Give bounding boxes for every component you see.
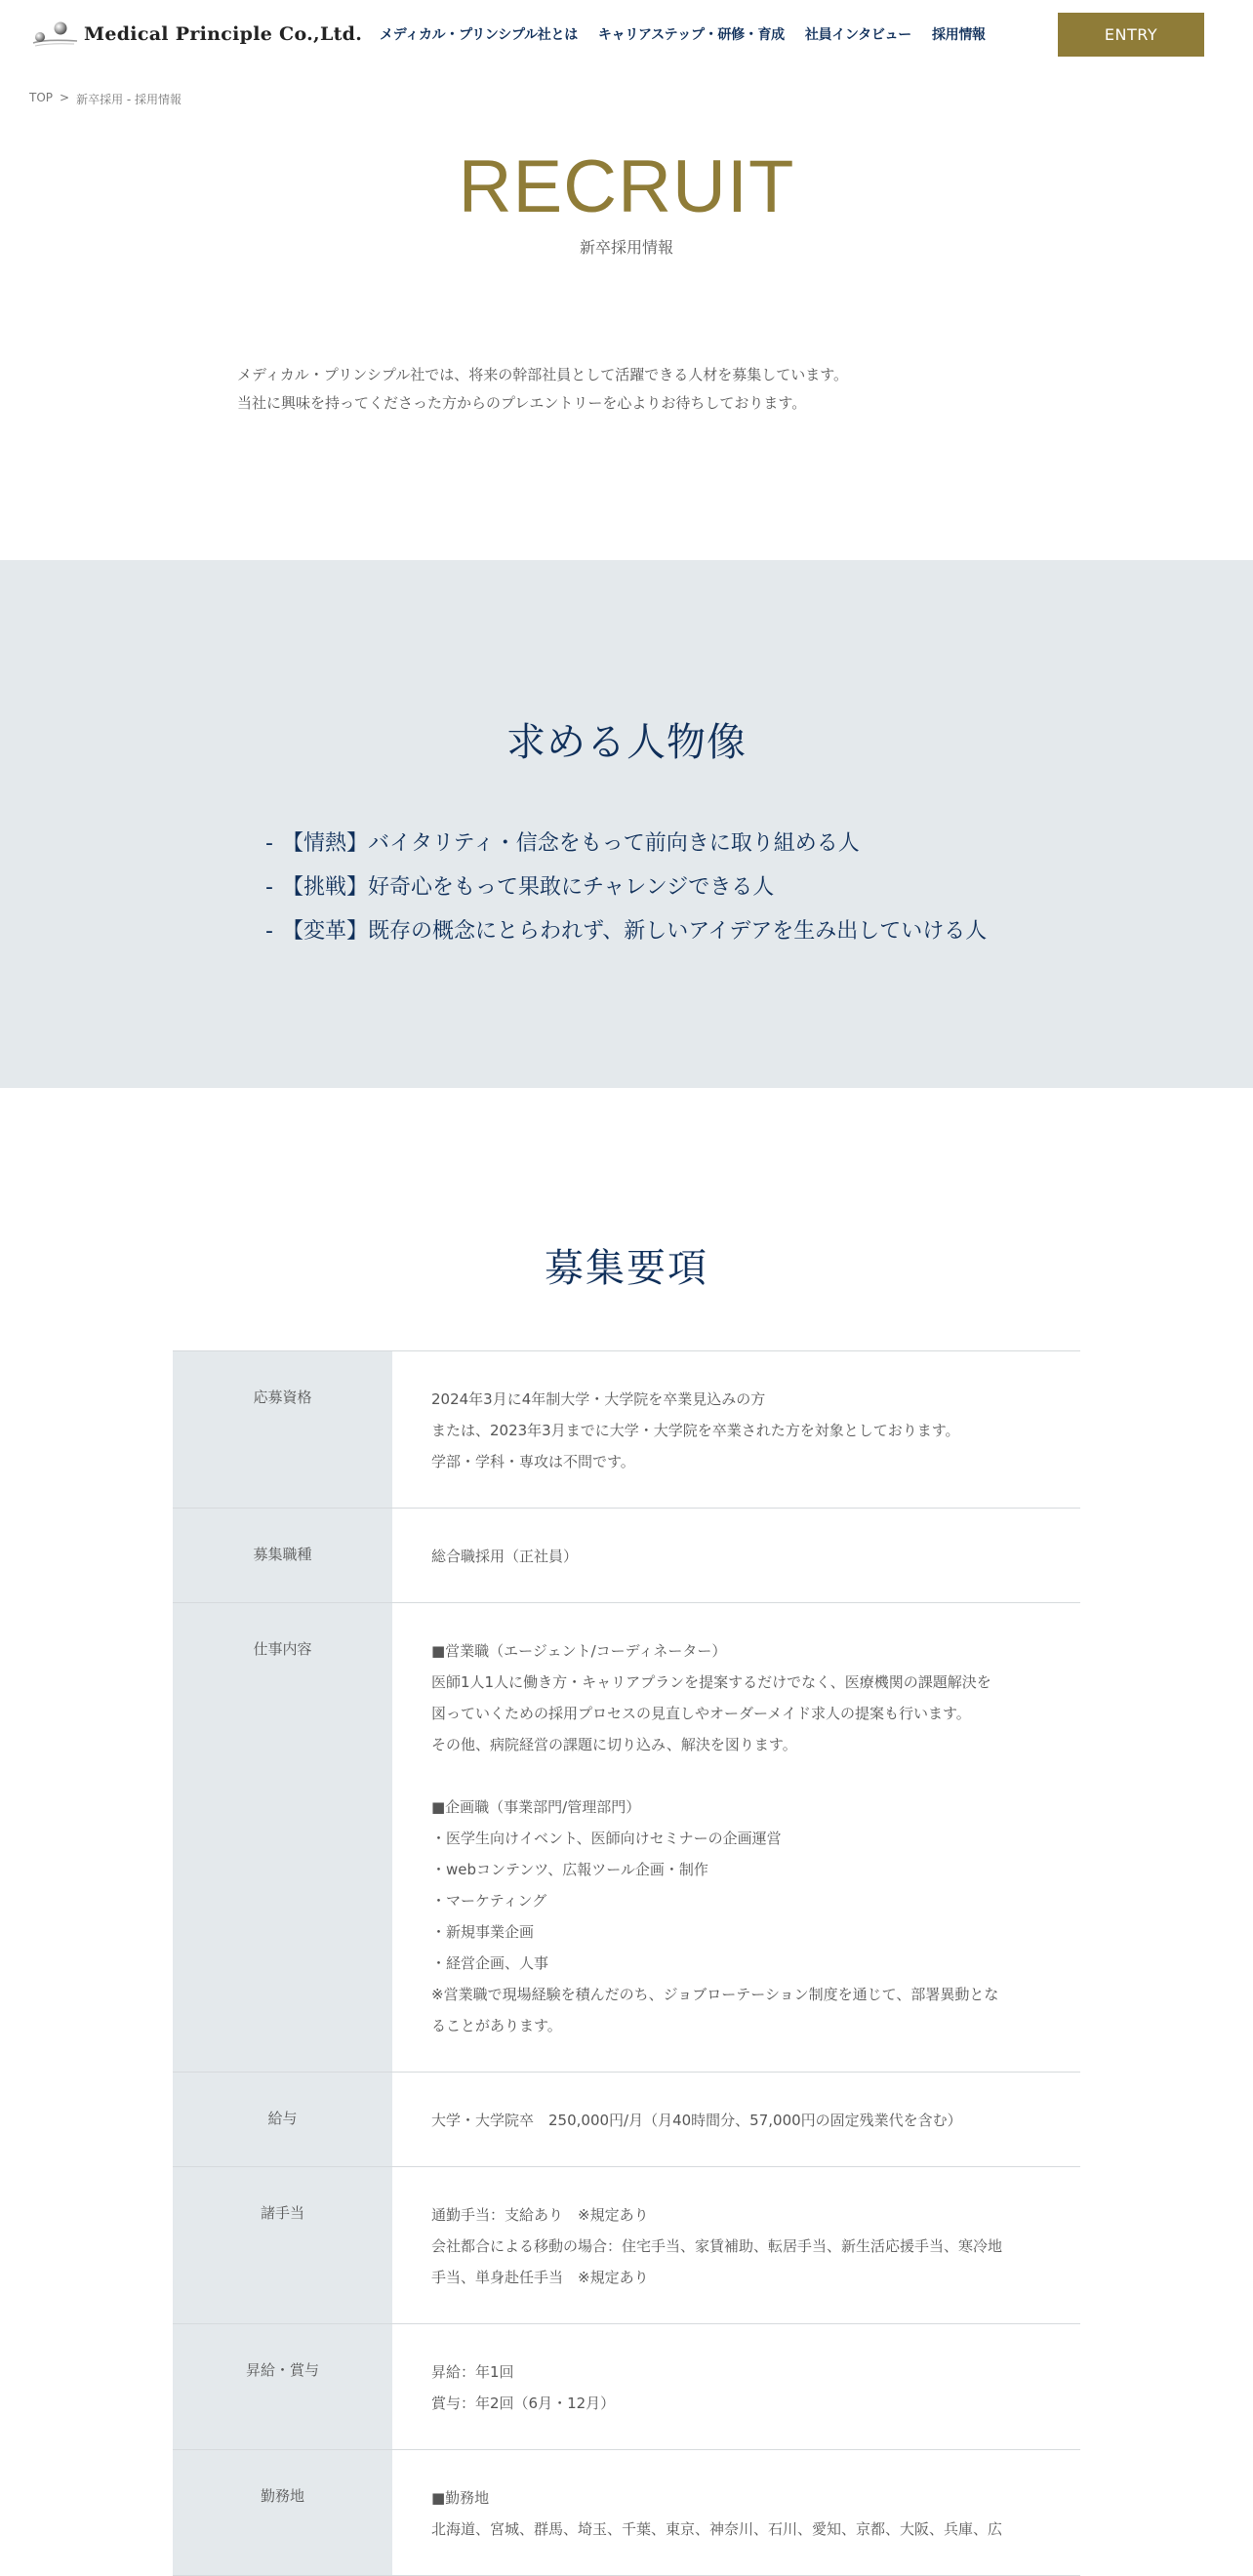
table-cell-line: 昇給：年1回: [431, 2363, 514, 2381]
table-cell-line: 賞与：年2回（6月・12月）: [431, 2395, 616, 2412]
nav-item-career-step[interactable]: キャリアステップ・研修・育成: [597, 27, 785, 43]
entry-button[interactable]: ENTRY: [1058, 13, 1204, 57]
table-cell-line: 会社都合による移動の場合：住宅手当、家賃補助、転居手当、新生活応援手当、寒冷地: [431, 2237, 1003, 2255]
table-row-label: 給与: [173, 2073, 392, 2166]
table-row-content: [392, 2073, 1080, 2166]
table-cell-line: 学部・学科・専攻は不問です。: [431, 1453, 635, 1470]
nav-item-interview[interactable]: 社員インタビュー: [804, 27, 911, 43]
table-cell-line: ・新規事業企画: [431, 1923, 535, 1941]
list-item-text: 【情熱】バイタリティ・信念をもって前向きに取り組める人: [281, 831, 860, 856]
logo-text: Medical Principle Co.,Ltd.: [84, 23, 363, 45]
ideal-candidate-section: [0, 560, 1253, 1088]
table-row-content: [392, 2450, 1080, 2575]
section-title: 求める人物像: [506, 720, 747, 765]
company-logo[interactable]: [31, 18, 362, 51]
table-cell-line: または、2023年3月までに大学・大学院を卒業された方を対象としております。: [431, 1422, 960, 1439]
list-item-text: 【変革】既存の概念にとらわれず、新しいアイデアを生み出していける人: [281, 919, 988, 944]
table-row-label: 募集職種: [173, 1509, 392, 1602]
breadcrumb: [29, 91, 182, 107]
page-subtitle: 新卒採用情報: [579, 238, 673, 257]
site-header: [0, 0, 1253, 68]
table-row-label: 諸手当: [173, 2167, 392, 2323]
table-row-label: 勤務地: [173, 2450, 392, 2575]
table-cell-line: 図っていくための採用プロセスの見直しやオーダーメイド求人の提案も行います。: [431, 1705, 971, 1722]
table-cell-line: ・webコンテンツ、広報ツール企画・制作: [431, 1861, 708, 1878]
intro-line: 当社に興味を持ってくださった方からのプレエントリーを心よりお待ちしております。: [237, 394, 807, 412]
table-cell-line: 2024年3月に4年制大学・大学院を卒業見込みの方: [431, 1390, 766, 1408]
list-item: - 【情熱】バイタリティ・信念をもって前向きに取り組める人: [265, 831, 860, 856]
list-item: - 【変革】既存の概念にとらわれず、新しいアイデアを生み出していける人: [265, 919, 988, 944]
table-cell-line: その他、病院経営の課題に切り込み、解決を図ります。: [431, 1736, 797, 1753]
table-row: [173, 2450, 1080, 2576]
table-cell-line: ・経営企画、人事: [431, 1954, 549, 1972]
table-row-label: 昇給・賞与: [173, 2324, 392, 2449]
table-row-content: [392, 1351, 1080, 1508]
table-cell-line: 北海道、宮城、群馬、埼玉、千葉、東京、神奈川、石川、愛知、京都、大阪、兵庫、広: [431, 2520, 1003, 2538]
table-cell-line: ■営業職（エージェント/コーディネーター）: [431, 1642, 727, 1660]
nav-item-about[interactable]: メディカル・プリンシプル社とは: [380, 27, 578, 43]
breadcrumb-separator: >: [60, 91, 70, 104]
nav-item-recruit-info[interactable]: 採用情報: [931, 27, 986, 43]
table-cell-line: 総合職採用（正社員）: [431, 1548, 579, 1565]
ideal-candidate-list: [265, 822, 987, 953]
intro-text: [237, 361, 848, 418]
list-item: - 【挑戦】好奇心をもって果敢にチャレンジできる人: [265, 875, 775, 900]
table-row: [173, 1351, 1080, 1509]
intro-line: メディカル・プリンシプル社では、将来の幹部社員として活躍できる人材を募集しています。: [237, 366, 849, 383]
table-row-content: [392, 2324, 1080, 2449]
list-item-text: 【挑戦】好奇心をもって果敢にチャレンジできる人: [281, 875, 775, 900]
breadcrumb-home-link[interactable]: TOP: [29, 91, 54, 104]
table-row-content: [392, 1509, 1080, 1602]
global-nav: [380, 24, 1006, 44]
requirements-table: [173, 1350, 1080, 2576]
table-row-content: [392, 1603, 1080, 2072]
table-row: [173, 2324, 1080, 2450]
table-cell-line: ※営業職で現場経験を積んだのち、ジョブローテーション制度を通じて、部署異動とな: [431, 1986, 999, 2003]
table-cell-line: [431, 1760, 1041, 1791]
table-row: [173, 1603, 1080, 2073]
table-row-label: 仕事内容: [173, 1603, 392, 2072]
table-cell-line: ・マーケティング: [431, 1892, 547, 1910]
table-cell-line: ■勤務地: [431, 2489, 490, 2507]
table-row: [173, 1509, 1080, 1603]
table-cell-line: 手当、単身赴任手当 ※規定あり: [431, 2269, 649, 2286]
page-title: RECRUIT: [458, 145, 795, 228]
table-row: [173, 2073, 1080, 2167]
table-row: [173, 2167, 1080, 2324]
table-row-content: [392, 2167, 1080, 2323]
table-row-label: 応募資格: [173, 1351, 392, 1508]
section-title: 募集要項: [545, 1246, 708, 1291]
table-cell-line: 通勤手当：支給あり ※規定あり: [431, 2206, 649, 2224]
medical-principle-logo-icon: [31, 20, 80, 49]
table-cell-line: 医師1人1人に働き方・キャリアプランを提案するだけでなく、医療機関の課題解決を: [431, 1673, 991, 1691]
table-cell-line: ■企画職（事業部門/管理部門）: [431, 1798, 641, 1816]
table-cell-line: 大学・大学院卒 250,000円/月（月40時間分、57,000円の固定残業代を含む）: [431, 2112, 962, 2129]
table-cell-line: ることがあります。: [431, 2017, 562, 2034]
table-cell-line: ・医学生向けイベント、医師向けセミナーの企画運営: [431, 1830, 782, 1847]
breadcrumb-current: 新卒採用 - 採用情報: [76, 93, 182, 106]
